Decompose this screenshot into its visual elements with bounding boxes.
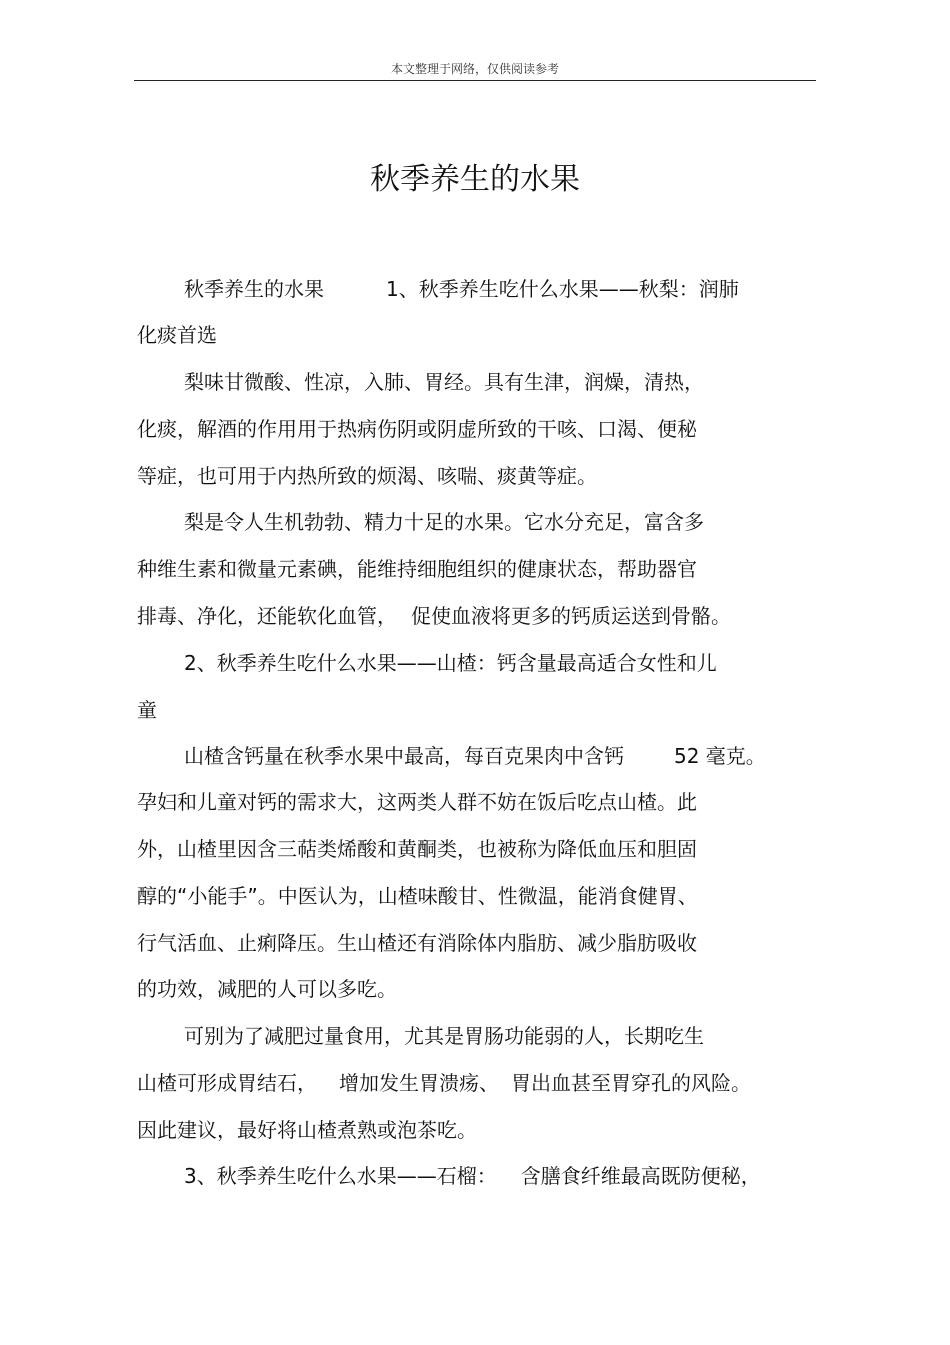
paragraph-line: 醇的“小能手”。中医认为，山楂味酸甘、性微温，能消食健胃、 bbox=[137, 884, 698, 908]
text-segment: 胃出血甚至胃穿孔的风险。 bbox=[511, 1071, 751, 1095]
paragraph-line: 孕妇和儿童对钙的需求大，这两类人群不妨在饭后吃点山楂。此 bbox=[137, 790, 697, 814]
paragraph-line: 梨是令人生机勃勃、精力十足的水果。它水分充足，富含多 bbox=[184, 510, 704, 534]
paragraph-line: 的功效，减肥的人可以多吃。 bbox=[137, 977, 397, 1001]
text-segment: 1、秋季养生吃什么水果——秋梨：润肺 bbox=[386, 277, 739, 301]
text-segment: 山楂含钙量在秋季水果中最高，每百克果肉中含钙 bbox=[184, 744, 624, 768]
paragraph-line bbox=[184, 276, 739, 302]
text-segment: 3、秋季养生吃什么水果——石榴： bbox=[184, 1164, 497, 1188]
text-segment: 排毒、净化，还能软化血管， bbox=[137, 604, 397, 628]
paragraph-line: 化痰首选 bbox=[137, 323, 217, 347]
document-title: 秋季养生的水果 bbox=[370, 162, 580, 197]
paragraph-line bbox=[137, 603, 731, 629]
text-segment: 秋季养生的水果 bbox=[184, 277, 324, 301]
text-segment: 促使血液将更多的钙质运送到骨骼。 bbox=[411, 604, 731, 628]
paragraph-line: 2、秋季养生吃什么水果——山楂：钙含量最高适合女性和儿 bbox=[184, 651, 717, 675]
paragraph-line: 外，山楂里因含三萜类烯酸和黄酮类，也被称为降低血压和胆固 bbox=[137, 837, 697, 861]
paragraph-line bbox=[184, 743, 766, 769]
paragraph-line: 可别为了减肥过量食用，尤其是胃肠功能弱的人，长期吃生 bbox=[184, 1024, 704, 1048]
paragraph-line: 童 bbox=[137, 698, 157, 722]
text-segment: 山楂可形成胃结石， bbox=[137, 1071, 317, 1095]
paragraph-line bbox=[184, 1163, 761, 1189]
text-segment: 增加发生胃溃疡、 bbox=[339, 1071, 499, 1095]
paragraph-line bbox=[137, 1070, 751, 1096]
paragraph-line: 行气活血、止痢降压。生山楂还有消除体内脂肪、减少脂肪吸收 bbox=[137, 931, 697, 955]
paragraph-line: 种维生素和微量元素碘，能维持细胞组织的健康状态，帮助器官 bbox=[137, 557, 697, 581]
text-segment: 含膳食纤维最高既防便秘， bbox=[520, 1164, 761, 1188]
paragraph-line: 等症，也可用于内热所致的烦渴、咳喘、痰黄等症。 bbox=[137, 464, 597, 488]
paragraph-line: 因此建议，最好将山楂煮熟或泡茶吃。 bbox=[137, 1118, 477, 1142]
text-segment: 52 毫克。 bbox=[674, 744, 766, 768]
header-divider bbox=[134, 80, 816, 81]
paragraph-line: 梨味甘微酸、性凉，入肺、胃经。具有生津，润燥，清热， bbox=[184, 370, 704, 394]
header-note: 本文整理于网络，仅供阅读参考 bbox=[390, 62, 559, 76]
paragraph-line: 化痰，解酒的作用用于热病伤阴或阴虚所致的干咳、口渴、便秘 bbox=[137, 417, 697, 441]
